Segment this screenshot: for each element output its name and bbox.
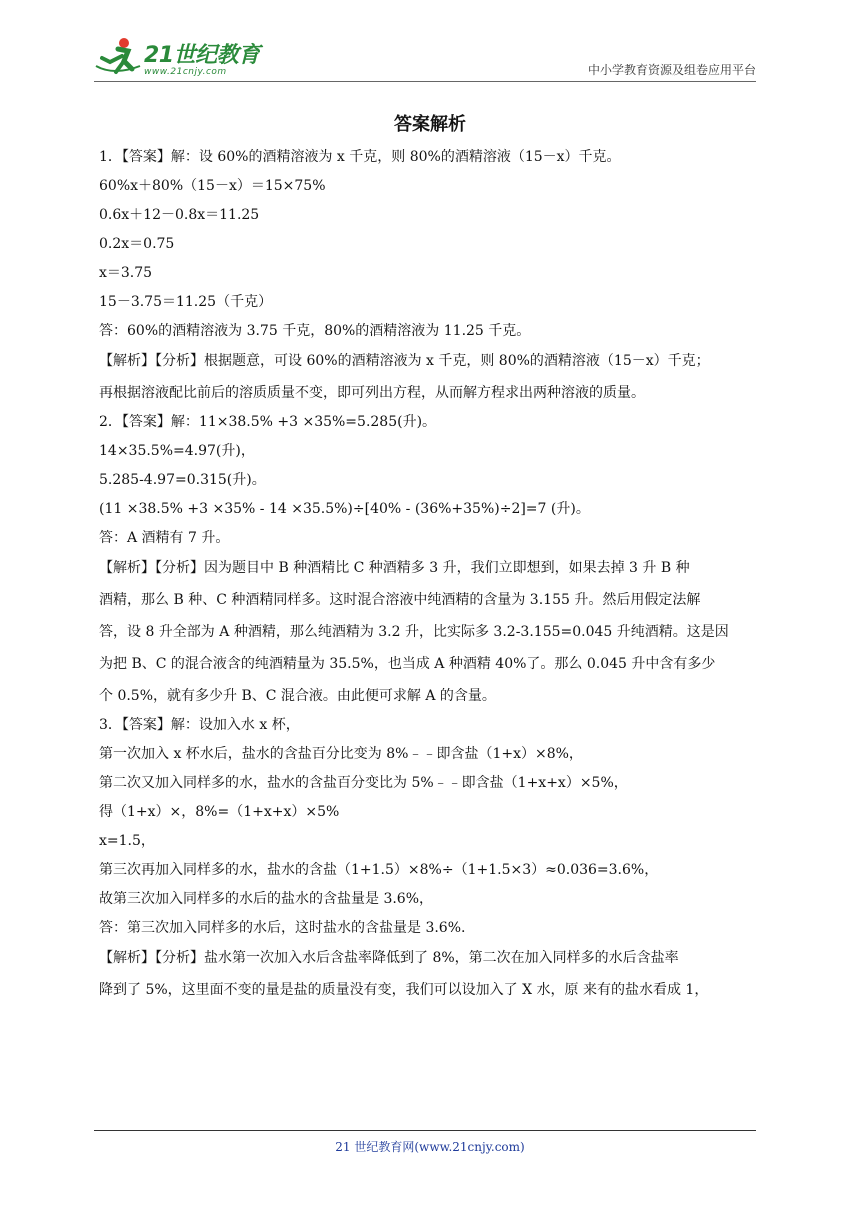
q2-analysis-line: 答，设 8 升全部为 A 种酒精，那么纯酒精为 3.2 升，比实际多 3.2-3.155=0.045 升纯酒精。这是因	[99, 624, 729, 640]
q1-step: 0.6x＋12－0.8x＝11.25	[99, 207, 260, 223]
header-divider	[94, 81, 756, 82]
q3-analysis-line: 【解析】【分析】盐水第一次加入水后含盐率降低到了 8%，第二次在加入同样多的水后含盐率	[99, 950, 679, 966]
q1-step: x＝3.75	[99, 265, 153, 281]
q2-step: (11 ×38.5% +3 ×35% - 14 ×35.5%)÷[40% - (36%+35%)÷2]=7 (升)。	[99, 501, 590, 517]
q1-step: 15－3.75＝11.25（千克）	[99, 294, 273, 310]
footer-divider	[94, 1130, 756, 1131]
running-person-icon	[94, 36, 142, 76]
page-title: 答案解析	[394, 114, 466, 135]
q1-step: 60%x＋80%（15－x）＝15×75%	[99, 178, 326, 194]
logo-title: 21世纪教育	[144, 43, 260, 68]
q2-analysis-line: 个 0.5%，就有多少升 B、C 混合液。由此便可求解 A 的含量。	[99, 688, 496, 704]
q2-step: 5.285-4.97=0.315(升)。	[99, 472, 266, 488]
q2-analysis-line: 酒精，那么 B 种、C 种酒精同样多。这时混合溶液中纯酒精的含量为 3.155 升。然后用假定法解	[99, 592, 701, 608]
q3-conclusion: 答：第三次加入同样多的水后，这时盐水的含盐量是 3.6%.	[99, 920, 466, 936]
q2-answer: 2．【答案】解：11×38.5% +3 ×35%=5.285(升)。	[99, 414, 437, 430]
q3-analysis	[99, 949, 759, 999]
q1-analysis-line: 【解析】【分析】根据题意，可设 60%的酒精溶液为 x 千克，则 80%的酒精溶液（15－x）千克；	[99, 353, 710, 369]
q3-answer: 3．【答案】解：设加入水 x 杯，	[99, 717, 300, 733]
footer-link[interactable]: 21 世纪教育网(www.21cnjy.com)	[335, 1140, 525, 1154]
q3-analysis-line: 降到了 5%，这里面不变的量是盐的质量没有变，我们可以设加入了 X 水，原 来有的盐水看成 1，	[99, 982, 709, 998]
q2-analysis-line: 为把 B、C 的混合液含的纯酒精量为 35.5%，也当成 A 种酒精 40%了。那么 0.045 升中含有多少	[99, 656, 716, 672]
q1-analysis-line: 再根据溶液配比前后的溶质质量不变，即可列出方程，从而解方程求出两种溶液的质量。	[99, 385, 645, 401]
platform-name: 中小学教育资源及组卷应用平台	[587, 63, 756, 77]
q3-step: x=1.5，	[99, 833, 155, 849]
site-logo	[94, 34, 260, 78]
page-header	[94, 34, 756, 82]
answer-content	[99, 149, 759, 1011]
q1-step: 0.2x＝0.75	[99, 236, 175, 252]
q1-answer: 1．【答案】解：设 60%的酒精溶液为 x 千克，则 80%的酒精溶液（15－x）千克。	[99, 149, 621, 165]
q3-step: 第二次又加入同样多的水，盐水的含盐百分变比为 5%﹣﹣即含盐（1+x+x）×5%，	[99, 775, 628, 791]
q2-conclusion: 答：A 酒精有 7 升。	[99, 530, 230, 546]
q3-step: 第三次再加入同样多的水，盐水的含盐（1+1.5）×8%÷（1+1.5×3）≈0.036=3.6%，	[99, 862, 659, 878]
q2-step: 14×35.5%=4.97(升)，	[99, 443, 255, 459]
q1-analysis	[99, 352, 759, 402]
q1-conclusion: 答：60%的酒精溶液为 3.75 千克，80%的酒精溶液为 11.25 千克。	[99, 323, 531, 339]
q2-analysis-line: 【解析】【分析】因为题目中 B 种酒精比 C 种酒精多 3 升，我们立即想到，如果去掉 3 升 B 种	[99, 560, 690, 576]
q3-step: 故第三次加入同样多的水后的盐水的含盐量是 3.6%，	[99, 891, 434, 907]
q2-analysis	[99, 559, 759, 705]
logo-url: www.21cnjy.com	[144, 67, 227, 77]
q3-step: 得（1+x）×，8%=（1+x+x）×5%	[99, 804, 340, 820]
q3-step: 第一次加入 x 杯水后，盐水的含盐百分比变为 8%﹣﹣即含盐（1+x）×8%，	[99, 746, 583, 762]
